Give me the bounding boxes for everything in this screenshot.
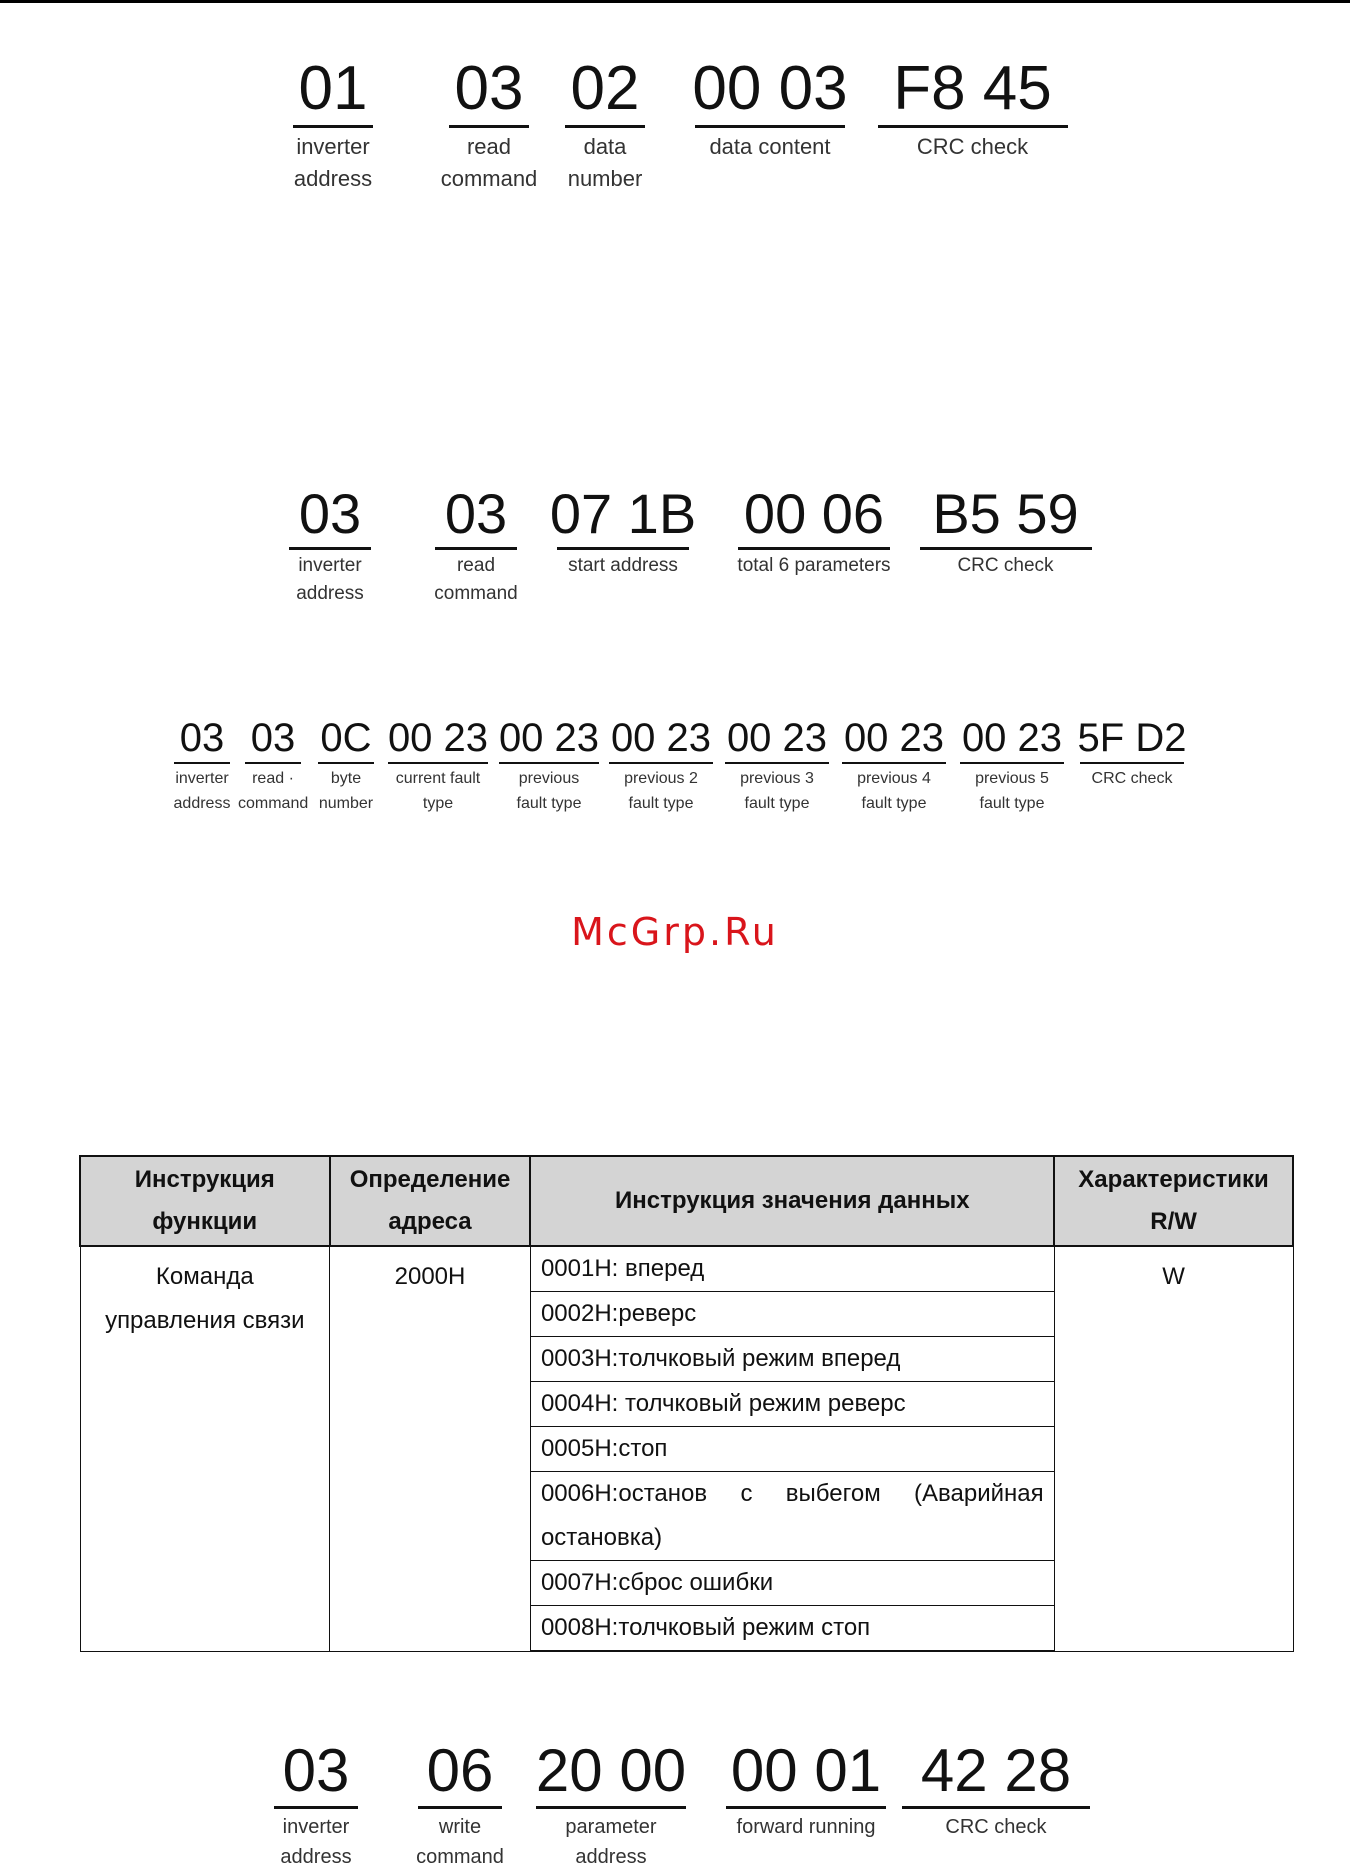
address-cell: 2000H <box>330 1246 531 1651</box>
segment-label: read · <box>252 770 294 787</box>
segment-underline <box>499 762 599 764</box>
header-function: Инструкция функции <box>80 1156 330 1246</box>
hex-byte: 00 23 <box>961 716 1063 760</box>
frame-segment <box>685 54 855 160</box>
segment-underline <box>274 1806 358 1809</box>
segment-label: CRC check <box>945 1816 1047 1838</box>
segment-underline <box>289 547 371 550</box>
segment-label: previous 2 <box>624 770 698 787</box>
hex-byte: 00 23 <box>843 716 945 760</box>
rw-cell: W <box>1054 1246 1293 1651</box>
segment-label: CRC check <box>916 134 1029 159</box>
segment-label: number <box>567 166 643 192</box>
frame-segment <box>606 718 716 814</box>
frame-segment <box>266 1737 366 1869</box>
segment-underline <box>388 762 488 764</box>
segment-underline <box>920 547 1092 550</box>
frame-segment <box>1074 718 1190 789</box>
frame-segment <box>526 1737 696 1869</box>
hex-byte: 00 23 <box>387 716 489 760</box>
segment-label: CRC check <box>1091 770 1173 787</box>
value-cell: 0003H:толчковый режим вперед <box>530 1337 1054 1382</box>
table-header-row <box>80 1156 1293 1246</box>
frame-segment <box>429 54 549 193</box>
frame-segment <box>280 482 380 606</box>
segment-label: command <box>440 166 538 192</box>
segment-label: inverter <box>298 555 362 576</box>
segment-label: start address <box>568 555 678 576</box>
frame-segment <box>238 718 308 814</box>
hex-byte: 07 1B <box>549 482 697 545</box>
segment-label: address <box>293 166 373 192</box>
hex-byte: 00 23 <box>610 716 712 760</box>
segment-underline <box>293 125 373 128</box>
top-border-line <box>0 0 1350 3</box>
hex-byte: 03 <box>298 482 362 545</box>
hex-byte: 00 23 <box>498 716 600 760</box>
watermark: McGrp.Ru <box>571 910 779 954</box>
hex-byte: 06 <box>426 1737 494 1804</box>
segment-label: read <box>456 555 496 576</box>
segment-label: data content <box>709 134 831 159</box>
header-rw: Характеристики R/W <box>1054 1156 1293 1246</box>
segment-label: total 6 parameters <box>737 555 891 576</box>
segment-underline <box>738 547 890 550</box>
segment-label: fault type <box>744 795 810 812</box>
segment-label: type <box>422 795 454 812</box>
hex-byte: 03 <box>444 482 508 545</box>
segment-underline <box>960 762 1064 764</box>
segment-underline <box>557 547 689 550</box>
value-cell: 0004H: толчковый режим реверс <box>530 1382 1054 1427</box>
hex-byte: 42 28 <box>920 1737 1072 1804</box>
hex-byte: 00 06 <box>743 482 885 545</box>
segment-label: byte <box>330 770 362 787</box>
frame-segment <box>722 718 832 814</box>
frame-segment <box>918 482 1093 578</box>
segment-label: command <box>434 582 518 604</box>
hex-byte: 00 01 <box>730 1737 882 1804</box>
segment-label: CRC check <box>957 555 1054 576</box>
segment-label: previous 5 <box>975 770 1049 787</box>
hex-byte: 02 <box>570 54 640 123</box>
frame-segment <box>540 482 706 578</box>
hex-byte: 5F D2 <box>1077 716 1187 760</box>
table-row <box>80 1246 1293 1292</box>
segment-label: previous 3 <box>740 770 814 787</box>
segment-label: previous <box>518 770 580 787</box>
segment-underline <box>902 1806 1090 1809</box>
frame-segment <box>426 482 526 606</box>
segment-label: inverter <box>175 770 229 787</box>
hex-byte: 03 <box>454 54 524 123</box>
frame-segment <box>283 54 383 193</box>
segment-underline <box>449 125 529 128</box>
frame-segment <box>900 1737 1092 1839</box>
segment-label: read <box>466 134 512 159</box>
segment-underline <box>536 1806 686 1809</box>
frame-segment <box>875 54 1070 160</box>
frame-segment <box>838 718 950 814</box>
hex-byte: F8 45 <box>893 54 1052 123</box>
segment-underline <box>565 125 645 128</box>
segment-underline <box>1080 762 1184 764</box>
hex-byte: 03 <box>282 1737 350 1804</box>
segment-underline <box>842 762 946 764</box>
segment-underline <box>725 762 829 764</box>
segment-underline <box>245 762 301 764</box>
hex-byte: 01 <box>298 54 368 123</box>
hex-byte: 03 <box>250 716 296 760</box>
header-data-values: Инструкция значения данных <box>530 1156 1054 1246</box>
segment-label: current fault <box>395 770 481 787</box>
segment-label: fault type <box>516 795 582 812</box>
hex-byte: 0C <box>320 716 372 760</box>
hex-byte: 03 <box>179 716 225 760</box>
segment-label: command <box>238 795 309 812</box>
segment-label: address <box>280 1846 352 1868</box>
segment-label: previous 4 <box>857 770 931 787</box>
value-cell: 0005H:стоп <box>530 1427 1054 1472</box>
value-cell: 0002H:реверс <box>530 1292 1054 1337</box>
segment-label: address <box>296 582 364 604</box>
frame-segment <box>718 482 910 578</box>
segment-underline <box>878 125 1068 128</box>
segment-underline <box>418 1806 502 1809</box>
segment-label: inverter <box>282 1816 350 1838</box>
segment-label: command <box>416 1846 504 1868</box>
frame-segment <box>555 54 655 193</box>
frame-segment <box>312 718 380 814</box>
frame-segment <box>384 718 492 814</box>
frame-segment <box>170 718 234 814</box>
value-cell: 0006H:останов с выбегом (Аварийная остановка) <box>530 1472 1054 1561</box>
segment-label: forward running <box>736 1816 876 1838</box>
frame-segment <box>716 1737 896 1839</box>
value-cell: 0008H:толчковый режим стоп <box>530 1606 1054 1652</box>
hex-byte: 00 03 <box>692 54 848 123</box>
segment-label: number <box>318 795 374 812</box>
segment-underline <box>174 762 230 764</box>
header-address: Определение адреса <box>330 1156 531 1246</box>
segment-label: fault type <box>861 795 927 812</box>
hex-byte: 20 00 <box>535 1737 687 1804</box>
segment-label: address <box>575 1846 647 1868</box>
segment-underline <box>435 547 517 550</box>
segment-label: fault type <box>628 795 694 812</box>
segment-underline <box>609 762 713 764</box>
segment-underline <box>726 1806 886 1809</box>
frame-segment <box>956 718 1068 814</box>
hex-byte: 00 23 <box>726 716 828 760</box>
frame-segment <box>496 718 602 814</box>
segment-label: address <box>173 795 231 812</box>
hex-byte: B5 59 <box>932 482 1079 545</box>
segment-label: write <box>438 1816 482 1838</box>
segment-label: data <box>583 134 627 159</box>
segment-underline <box>695 125 845 128</box>
function-cell: Команда управления связи <box>80 1246 330 1651</box>
segment-label: inverter <box>296 134 370 159</box>
segment-label: fault type <box>979 795 1045 812</box>
segment-label: parameter <box>565 1816 657 1838</box>
command-table <box>79 1155 1294 1652</box>
frame-segment <box>410 1737 510 1869</box>
value-cell: 0001H: вперед <box>530 1246 1054 1292</box>
segment-underline <box>318 762 374 764</box>
value-cell: 0007H:сброс ошибки <box>530 1561 1054 1606</box>
